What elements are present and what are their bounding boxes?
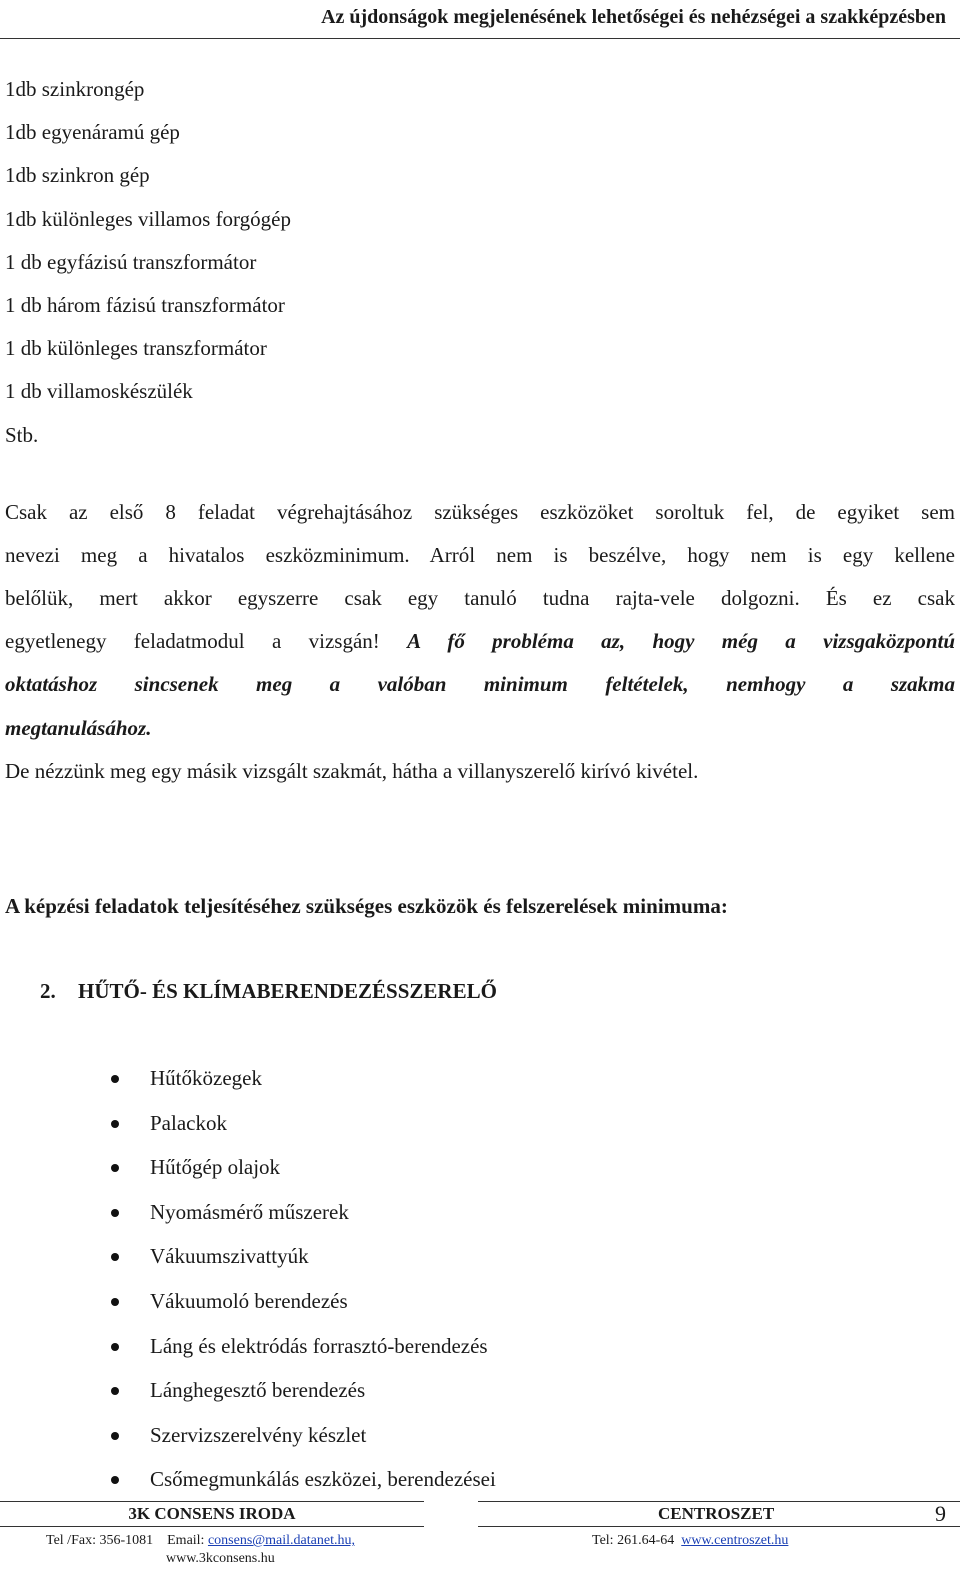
page-header (0, 0, 960, 40)
bullet-list (0, 1056, 900, 1502)
list-item (0, 1413, 900, 1458)
paragraph-line (5, 620, 955, 663)
bullet-icon (111, 1253, 119, 1261)
list-item (0, 1279, 900, 1324)
equipment-line: 1 db különleges transzformátor (5, 336, 267, 361)
footer-rule-right (478, 1501, 960, 1502)
paragraph-line: nevezi meg a hivatalos eszközminimum. Arról nem is beszélve, hogy nem is egy kellene (5, 542, 955, 567)
list-item-label: Vákuumoló berendezés (150, 1288, 348, 1313)
list-item-label: Láng és elektródás forrasztó-berendezés (150, 1333, 488, 1358)
bullet-icon (111, 1120, 119, 1128)
subsection-number: 2. (40, 979, 56, 1003)
equipment-line: 1 db három fázisú transzformátor (5, 292, 285, 317)
list-item (0, 1145, 900, 1190)
equipment-line: 1db szinkrongép (5, 77, 145, 101)
page-number: 9 (935, 1501, 946, 1526)
footer-left-web[interactable]: www.3kconsens.hu (166, 1551, 275, 1566)
list-item (0, 1368, 900, 1413)
list-item-label: Lánghegesztő berendezés (150, 1378, 366, 1403)
header-rule (0, 38, 960, 39)
footer-left-contact (46, 1533, 355, 1549)
list-item (0, 1101, 900, 1146)
bullet-icon (111, 1476, 119, 1484)
list-item (0, 1190, 900, 1235)
list-item (0, 1056, 900, 1101)
list-item-label: Palackok (150, 1110, 227, 1135)
bullet-icon (111, 1298, 119, 1306)
equipment-line: 1db egyenáramú gép (5, 120, 180, 145)
header-title: Az újdonságok megjelenésének lehetőségei és nehézségei a szakképzésben (321, 6, 946, 28)
main-content (5, 68, 955, 793)
footer-right-contact (592, 1533, 788, 1549)
list-item-label: Hűtőgép olajok (150, 1155, 281, 1180)
emphasis-text: A fő probléma az, hogy még a vizsgaközpontú (407, 629, 955, 654)
footer-right-web-link[interactable]: www.centroszet.hu (681, 1533, 789, 1548)
paragraph-line: De nézzünk meg egy másik vizsgált szakmát, hátha a villanyszerelő kirívó kivétel. (5, 758, 699, 783)
bullet-icon (111, 1164, 119, 1172)
equipment-line: Stb. (5, 422, 39, 447)
equipment-list (5, 68, 955, 457)
bullet-icon (111, 1075, 119, 1083)
footer-email-link[interactable]: consens@mail.datanet.hu, (207, 1533, 355, 1548)
list-item-label: Vákuumszivattyúk (150, 1244, 309, 1269)
footer-rule-left (0, 1501, 424, 1502)
paragraph-line: Csak az első 8 feladat végrehajtásához szükséges eszközöket soroltuk fel, de egyiket sem (5, 499, 955, 524)
body-paragraph (5, 491, 955, 793)
paragraph-text: egyetlenegy feladatmodul a vizsgán! (5, 629, 380, 654)
footer-right-org-box (478, 1504, 960, 1527)
paragraph-line: belőlük, mert akkor egyszerre csak egy tanuló tudna rajta-vele dolgozni. És ez csak (5, 586, 955, 611)
equipment-line: 1 db egyfázisú transzformátor (5, 249, 257, 274)
footer-left-org: 3K CONSENS IRODA (0, 1504, 424, 1527)
equipment-line: 1db különleges villamos forgógép (5, 206, 291, 231)
bullet-icon (111, 1387, 119, 1395)
page-footer (0, 1500, 960, 1589)
list-item-label: Csőmegmunkálás eszközei, berendezései (150, 1467, 496, 1492)
list-item (0, 1234, 900, 1279)
equipment-line: 1db szinkron gép (5, 163, 150, 188)
section-heading: A képzési feladatok teljesítéséhez szükséges eszközök és felszerelések minimuma: (5, 894, 728, 918)
bullet-icon (111, 1432, 119, 1440)
list-item (0, 1324, 900, 1369)
bullet-icon (111, 1343, 119, 1351)
subsection-title: HŰTŐ- ÉS KLÍMABERENDEZÉSSZERELŐ (78, 979, 497, 1003)
footer-email-label: Email: (167, 1533, 205, 1548)
bullet-icon (111, 1209, 119, 1217)
equipment-line: 1 db villamoskészülék (5, 379, 193, 404)
list-item-label: Hűtőközegek (150, 1066, 262, 1090)
emphasis-line: oktatáshoz sincsenek meg a valóban minimum feltételek, nemhogy a szakma (5, 672, 955, 697)
list-item-label: Nyomásmérő műszerek (150, 1199, 349, 1224)
footer-right-tel: Tel: 261.64-64 (592, 1533, 675, 1548)
list-item (0, 1457, 900, 1502)
emphasis-line: megtanulásához. (5, 715, 152, 740)
subsection-heading (40, 970, 497, 1013)
list-item-label: Szervizszerelvény készlet (150, 1422, 367, 1447)
footer-left-tel: Tel /Fax: 356-1081 (46, 1533, 154, 1548)
footer-right-org: CENTROSZET (658, 1504, 775, 1523)
